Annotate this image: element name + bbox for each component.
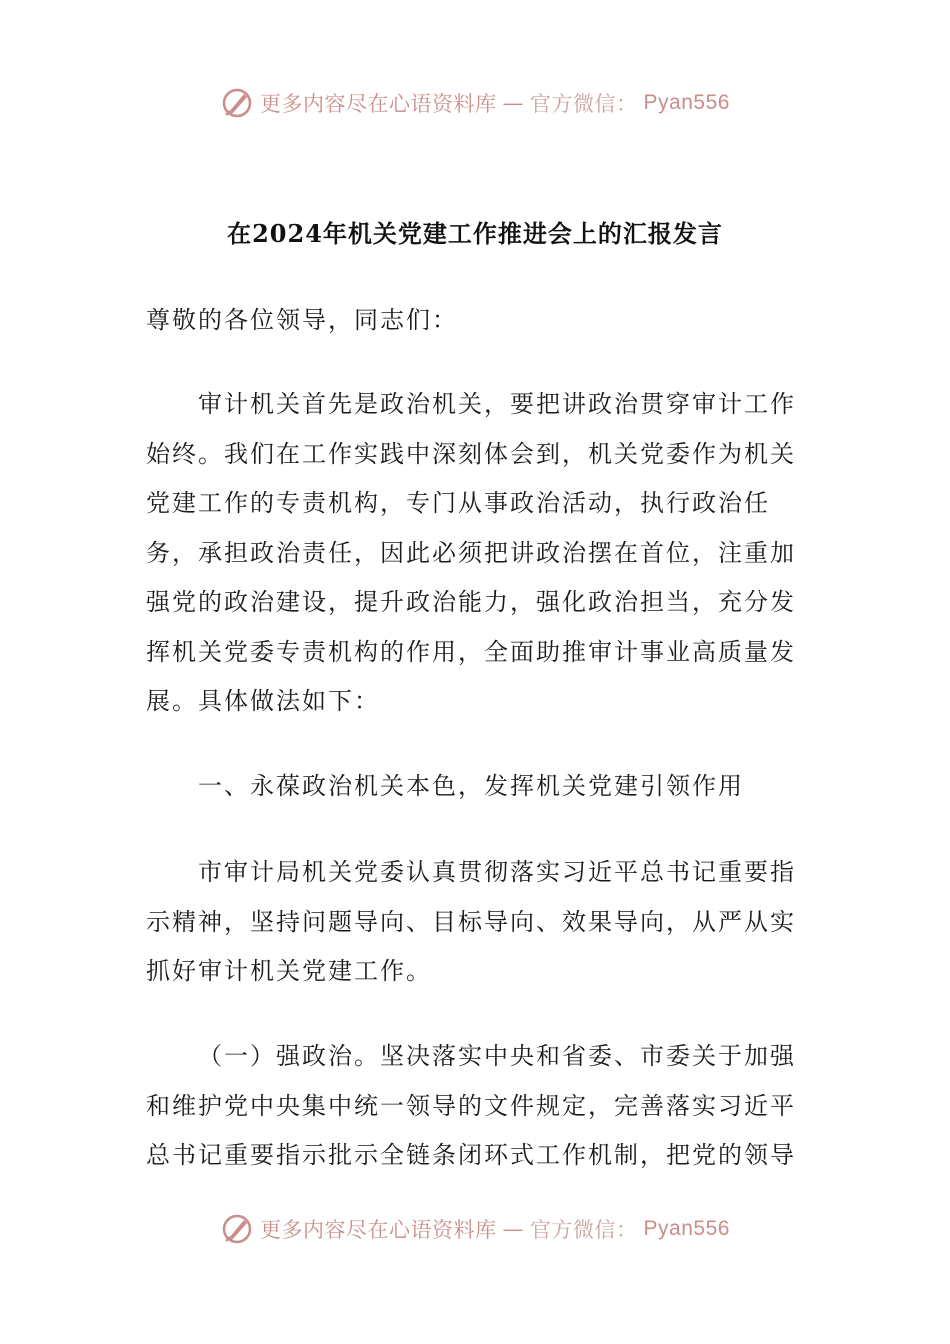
watermark-brand: 更多内容尽在心语资料库 (260, 92, 497, 116)
watermark-wechat-id: Pyan556 (643, 1217, 730, 1240)
salutation: 尊敬的各位领导，同志们： (146, 306, 458, 334)
header-watermark (0, 86, 950, 120)
watermark-wechat-label: 官方微信： (530, 1218, 638, 1242)
section-heading: 一、永葆政治机关本色，发挥机关党建引领作用 (198, 772, 744, 800)
pen-nib-logo-icon (220, 86, 254, 120)
footer-watermark (0, 1212, 950, 1246)
document-title: 在2024年机关党建工作推进会上的汇报发言 (227, 219, 723, 248)
watermark-wechat-id: Pyan556 (643, 91, 730, 114)
watermark-separator: — (502, 91, 525, 115)
body-paragraph: 审计机关首先是政治机关，要把讲政治贯穿审计工作始终。我们在工作实践中深刻体会到，机关党委作为机关党建工作的专责机构，专门从事政治活动，执行政治任务，承担政治责任，因此必须把讲政治摆在首位，注重加强党的政治建设，提升政治能力，强化政治担当，充分发挥机关党委专责机构的作用，全面助推审计事业高质量发展。具体做法如下： (146, 390, 796, 715)
body-paragraph: 市审计局机关党委认真贯彻落实习近平总书记重要指示精神，坚持问题导向、目标导向、效果导向，从严从实抓好审计机关党建工作。 (146, 858, 796, 985)
watermark-wechat-label: 官方微信： (530, 92, 638, 116)
pen-nib-logo-icon (220, 1212, 254, 1246)
watermark-separator: — (502, 1217, 525, 1241)
watermark-brand: 更多内容尽在心语资料库 (260, 1218, 497, 1242)
body-paragraph: （一）强政治。坚决落实中央和省委、市委关于加强和维护党中央集中统一领导的文件规定，完善落实习近平总书记重要指示批示全链条闭环式工作机制，把党的领导 (146, 1042, 796, 1169)
